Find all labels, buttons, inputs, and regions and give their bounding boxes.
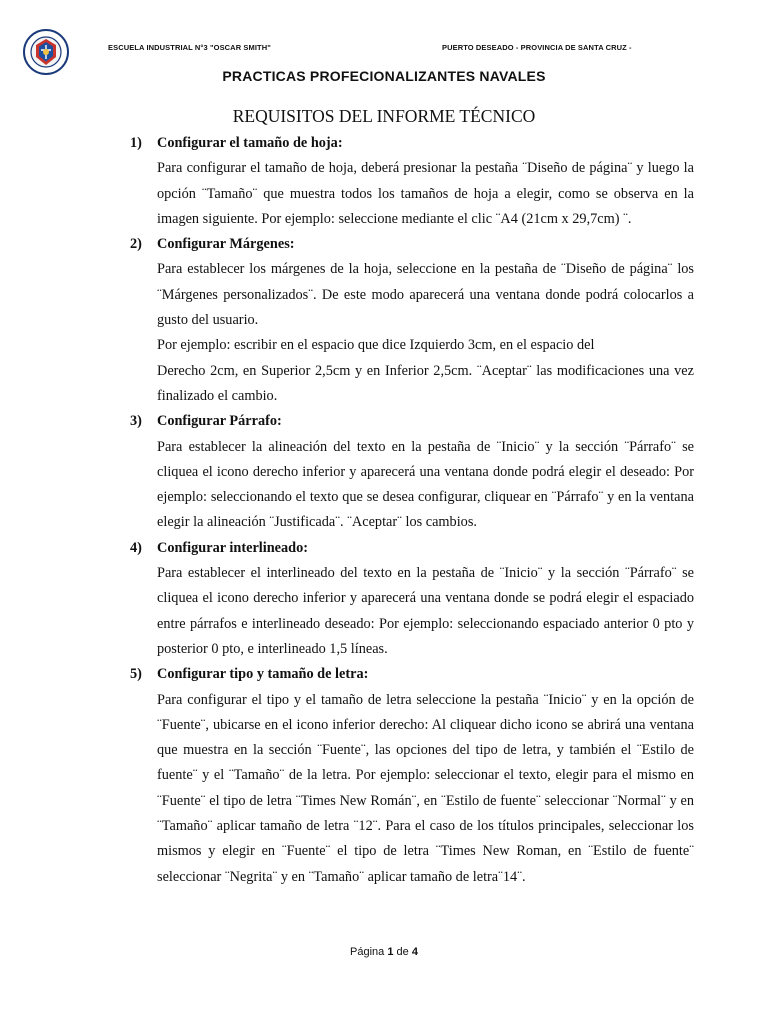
document-subtitle: PRACTICAS PROFECIONALIZANTES NAVALES (222, 68, 546, 84)
section-number: 4) (130, 539, 142, 556)
section-number: 2) (130, 236, 142, 253)
document-body (130, 131, 694, 890)
total-pages-number: 4 (411, 946, 418, 958)
header-location: PUERTO DESEADO - PROVINCIA DE SANTA CRUZ - (442, 43, 632, 52)
paragraph: Por ejemplo: escribir en el espacio que dice Izquierdo 3cm, en el espacio del (157, 337, 595, 354)
page-of-label: de (396, 946, 409, 958)
document-title: REQUISITOS DEL INFORME TÉCNICO (232, 106, 536, 126)
section-heading (130, 662, 694, 687)
paragraph: Para configurar el tamaño de hoja, deberá presionar la pestaña ¨Diseño de página¨ y luego la opción ¨Tamaño¨ que muestra todos los tamaños de hoja a elegir, como se observa en la imagen siguiente. Por ejemplo: seleccione mediante el clic ¨A4 (21cm x 29,7cm) ¨. (157, 160, 694, 227)
section-heading (130, 409, 694, 434)
section-number: 5) (130, 666, 142, 683)
page-header (22, 28, 752, 68)
section-font (130, 662, 694, 890)
paragraph: Para configurar el tipo y el tamaño de letra seleccione la pestaña ¨Inicio¨ y en la opción de ¨Fuente¨, ubicarse en el icono inferior derecho: Al cliquear dicho icono se abrirá una ventana que muestra en la sección ¨Fuente¨, las opciones del tipo de letra, y también el ¨Estilo de fuente¨ y el ¨Tamaño¨ de la letra. Por ejemplo: seleccionar el texto, elegir para el mismo en ¨Fuente¨ el tipo de letra ¨Times New Román¨, en ¨Estilo de fuente¨ seleccionar ¨Normal¨ y en ¨Tamaño¨ aplicar tamaño de letra ¨12¨. Para el caso de los títulos principales, seleccionar los mismos y elegir en ¨Fuente¨ el tipo de letra ¨Times New Roman, en ¨Estilo de fuente¨ seleccionar ¨Negrita¨ y en ¨Tamaño¨ aplicar tamaño de letra¨14¨. (157, 691, 694, 885)
section-heading (130, 536, 694, 561)
paragraph: Derecho 2cm, en Superior 2,5cm y en Inferior 2,5cm. ¨Aceptar¨ las modificaciones una vez finalizado el cambio. (157, 362, 694, 404)
paragraph: Para establecer el interlineado del texto en la pestaña de ¨Inicio¨ y la sección ¨Párrafo¨ se cliquea el icono derecho inferior y aparecerá una ventana donde se podrá elegir el espaciado entre párrafos e interlineado deseado: Por ejemplo: seleccionando espaciado anterior 0 pto y posterior 0 pto, e interlineado 1,5 líneas. (157, 565, 694, 657)
section-page-size (130, 131, 694, 232)
section-number: 3) (130, 413, 142, 430)
page-footer (0, 946, 768, 958)
page-label: Página (350, 946, 385, 958)
section-paragraph (130, 409, 694, 535)
paragraph: Para establecer los márgenes de la hoja, seleccione en la pestaña de ¨Diseño de página¨ los ¨Márgenes personalizados¨. De este modo aparecerá una ventana donde podrá colocarlos a gusto del usuario. (157, 261, 694, 329)
section-line-spacing (130, 536, 694, 662)
section-title: Configurar Márgenes: (157, 236, 295, 253)
section-margins (130, 232, 694, 409)
section-title: Configurar Párrafo: (157, 413, 282, 430)
section-title: Configurar interlineado: (157, 539, 309, 556)
section-title: Configurar el tamaño de hoja: (157, 135, 343, 151)
section-title: Configurar tipo y tamaño de letra: (157, 666, 369, 683)
paragraph: Para establecer la alineación del texto en la pestaña de ¨Inicio¨ y la sección ¨Párrafo¨ se cliquea el icono derecho inferior y aparecerá una ventana donde podrá elegir el deseado: Por ejemplo: seleccionando el texto que se desea configurar, cliquear en ¨Párrafo¨ y en la ventana elegir la alineación ¨Justificada¨. ¨Aceptar¨ los cambios. (157, 438, 694, 531)
section-heading (130, 131, 694, 156)
section-heading (130, 232, 694, 257)
header-school-name: ESCUELA INDUSTRIAL N°3 "OSCAR SMITH" (108, 43, 271, 52)
current-page-number: 1 (387, 946, 394, 958)
section-number: 1) (130, 135, 142, 151)
